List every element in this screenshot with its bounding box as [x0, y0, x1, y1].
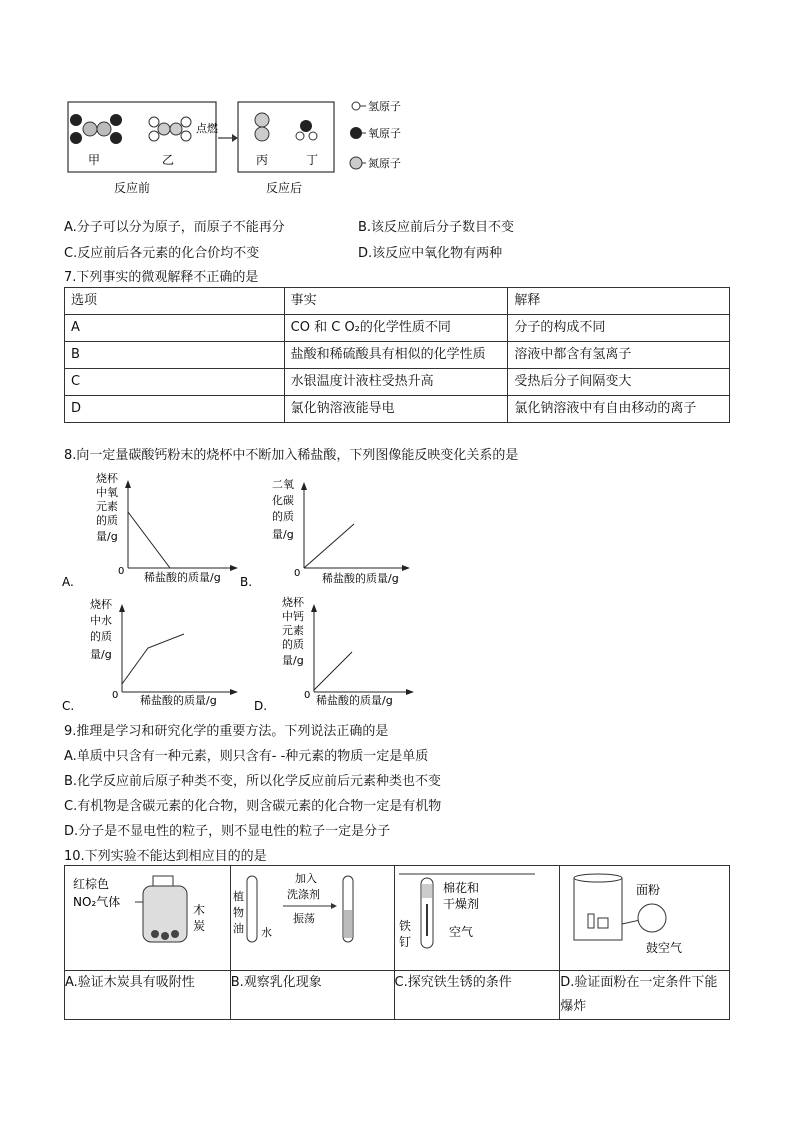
chart-b-line — [304, 524, 354, 568]
chart-a-ylabel-4: 量/g — [96, 530, 118, 543]
legend-oxygen: 氧原子 — [368, 127, 401, 140]
exp-c-label-3: 钉 — [398, 935, 411, 949]
experiment-d-image — [560, 866, 726, 966]
q9-option-b: B.化学反应前后原子种类不变，所以化学反应前后元素种类也不变 — [64, 774, 442, 789]
q9-option-a: A.单质中只含有一种元素，则只含有- -种元素的物质一定是单质 — [64, 749, 429, 764]
exp-b-label-2: 植 — [232, 890, 244, 903]
label-jia: 甲 — [88, 153, 101, 167]
table-cell: 盐酸和稀硫酸具有相似的化学性质 — [284, 342, 508, 369]
table-cell: 水银温度计液柱受热升高 — [284, 369, 508, 396]
exp-a-label-3: 炭 — [193, 919, 206, 933]
chart-b-origin: 0 — [294, 568, 301, 579]
caption-b: B.观察乳化现象 — [230, 971, 394, 1020]
table-cell: CO 和 C O₂的化学性质不同 — [284, 315, 508, 342]
caption-a: A.验证木炭具有吸附性 — [65, 971, 231, 1020]
q9-option-c: C.有机物是含碳元素的化合物，则含碳元素的化合物一定是有机物 — [64, 799, 442, 814]
chart-a-ylabel-2: 元素 — [96, 500, 118, 513]
experiment-b-cell — [230, 866, 394, 971]
chart-d-ylabel-3: 的质 — [282, 638, 304, 651]
exp-b-label-4: 油 — [232, 922, 244, 935]
q7-stem: 7.下列事实的微观解释不正确的是 — [64, 270, 259, 285]
caption-d: D.验证面粉在一定条件下能爆炸 — [560, 971, 730, 1020]
arrow-label: 点燃 — [196, 122, 218, 135]
legend-nitrogen: 氮原子 — [368, 157, 401, 170]
chart-c-ylabel-3: 量/g — [90, 648, 112, 661]
q7-table — [64, 287, 730, 423]
chart-d-ylabel-1: 中钙 — [282, 610, 304, 623]
q9-option-d: D.分子是不显电性的粒子，则不显电性的粒子一定是分子 — [64, 824, 391, 839]
header-cell: 事实 — [284, 288, 508, 315]
chart-d-letter: D. — [254, 699, 268, 713]
chart-b-ylabel-0: 二氧 — [272, 478, 294, 491]
table-row — [65, 396, 730, 423]
exp-b-label-5: 水 — [260, 926, 272, 939]
chart-c-letter: C. — [62, 699, 75, 713]
exp-a-label-2: 木 — [193, 903, 206, 917]
chart-a-xlabel: 稀盐酸的质量/g — [144, 571, 221, 584]
table-cell: 受热后分子间隔变大 — [508, 369, 730, 396]
table-cell: 分子的构成不同 — [508, 315, 730, 342]
chart-d-line — [314, 652, 352, 690]
molecule-bing — [255, 113, 269, 141]
experiment-c-image — [395, 866, 555, 966]
label-ding: 丁 — [306, 153, 319, 167]
chart-a-origin: 0 — [118, 566, 125, 577]
experiment-d-cell — [560, 866, 730, 971]
experiment-c-cell — [394, 866, 560, 971]
chart-d-ylabel-4: 量/g — [282, 654, 304, 667]
chart-b-ylabel-2: 的质 — [272, 510, 294, 523]
legend — [350, 99, 401, 170]
table-cell: B — [65, 342, 285, 369]
chart-d-ylabel-2: 元素 — [282, 624, 304, 637]
chart-a-letter: A. — [62, 575, 74, 589]
chart-a-ylabel-1: 中氧 — [96, 486, 118, 499]
table-cell: 氯化钠溶液能导电 — [284, 396, 508, 423]
molecule-ding — [296, 120, 317, 140]
header-cell: 解释 — [508, 288, 730, 315]
table-cell: A — [65, 315, 285, 342]
chart-b-ylabel-3: 量/g — [272, 528, 294, 541]
exp-d-label-0: 面粉 — [636, 883, 661, 897]
chart-b-ylabel-1: 化碳 — [272, 494, 294, 507]
table-row — [65, 342, 730, 369]
q6-option-b: B.该反应前后分子数目不变 — [358, 220, 515, 235]
reaction-diagram — [60, 92, 420, 202]
before-label: 反应前 — [114, 181, 151, 195]
chart-d — [252, 592, 432, 714]
chart-c — [60, 592, 240, 714]
chart-c-xlabel: 稀盐酸的质量/g — [140, 694, 217, 707]
chart-b-xlabel: 稀盐酸的质量/g — [322, 572, 399, 585]
chart-d-ylabel-0: 烧杯 — [282, 596, 304, 609]
chart-c-ylabel-2: 的质 — [90, 630, 112, 643]
table-header-row — [65, 288, 730, 315]
table-cell: C — [65, 369, 285, 396]
chart-a-ylabel-3: 的质 — [96, 514, 118, 527]
can-icon — [574, 878, 622, 940]
q6-option-d: D.该反应中氧化物有两种 — [358, 246, 503, 261]
exp-b-label-0: 加入 — [294, 872, 317, 885]
chart-a-line — [128, 512, 170, 568]
chart-c-origin: 0 — [112, 690, 119, 701]
bellows-ball-icon — [638, 904, 666, 932]
chart-d-origin: 0 — [304, 690, 311, 701]
after-box — [238, 102, 334, 172]
experiment-a-cell — [65, 866, 231, 971]
exp-a-label-0: 红棕色 — [73, 877, 110, 891]
exp-c-label-2: 铁 — [398, 919, 411, 933]
label-yi: 乙 — [162, 153, 175, 167]
header-cell: 选项 — [65, 288, 285, 315]
label-bing: 丙 — [256, 153, 269, 167]
chart-b-letter: B. — [240, 575, 253, 589]
table-caption-row — [65, 971, 730, 1020]
chart-c-line — [122, 634, 184, 684]
chart-a — [60, 468, 240, 590]
q10-stem: 10.下列实验不能达到相应目的的是 — [64, 849, 267, 864]
caption-c: C.探究铁生锈的条件 — [394, 971, 560, 1020]
table-cell: 溶液中都含有氢离子 — [508, 342, 730, 369]
exp-b-label-1: 洗涤剂 — [286, 888, 320, 901]
exp-a-label-1: NO₂气体 — [73, 895, 121, 909]
table-row — [65, 369, 730, 396]
legend-hydrogen: 氢原子 — [368, 100, 401, 113]
exp-b-label-6: 振荡 — [292, 912, 315, 925]
q6-option-a: A.分子可以分为原子，而原子不能再分 — [64, 220, 285, 235]
chart-c-ylabel-1: 中水 — [90, 614, 112, 627]
chart-a-ylabel-0: 烧杯 — [96, 472, 118, 485]
exp-c-label-0: 棉花和 — [442, 881, 479, 895]
molecule-jia — [70, 114, 122, 144]
exp-c-label-4: 空气 — [448, 925, 473, 939]
table-image-row — [65, 866, 730, 971]
test-tube-icon — [247, 876, 257, 942]
experiment-a-image — [65, 866, 225, 966]
table-cell: D — [65, 396, 285, 423]
hydrogen-atom-icon — [352, 102, 360, 110]
exp-c-label-1: 干燥剂 — [442, 897, 479, 911]
q9-stem: 9.推理是学习和研究化学的重要方法。下列说法正确的是 — [64, 724, 389, 739]
after-label: 反应后 — [266, 181, 303, 195]
chart-c-ylabel-0: 烧杯 — [90, 598, 112, 611]
table-row — [65, 315, 730, 342]
q8-stem: 8.向一定量碳酸钙粉末的烧杯中不断加入稀盐酸，下列图像能反映变化关系的是 — [64, 448, 519, 463]
chart-b — [238, 472, 418, 590]
q10-table — [64, 865, 730, 1020]
chart-d-xlabel: 稀盐酸的质量/g — [316, 694, 393, 707]
q6-option-c: C.反应前后各元素的化合价均不变 — [64, 246, 260, 261]
exp-d-label-1: 鼓空气 — [646, 941, 683, 955]
exp-b-label-3: 物 — [232, 906, 244, 919]
oxygen-atom-icon — [350, 127, 362, 139]
experiment-b-image — [231, 866, 391, 966]
table-cell: 氯化钠溶液中有自由移动的离子 — [508, 396, 730, 423]
nitrogen-atom-icon — [350, 157, 362, 169]
molecule-yi — [149, 117, 191, 141]
